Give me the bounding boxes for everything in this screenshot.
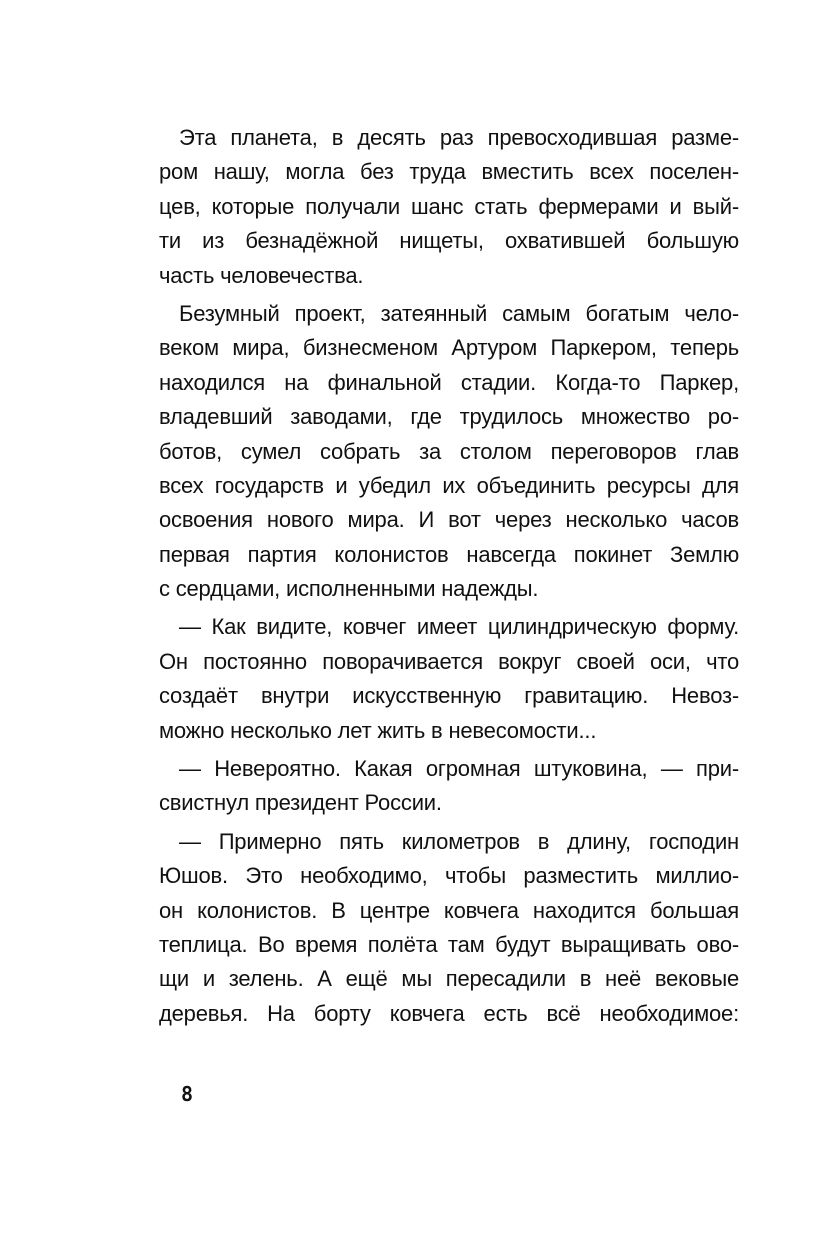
text-line: щи и зелень. А ещё мы пересадили в неё вековые: [159, 966, 739, 992]
text-line: — Невероятно. Какая огромная штуковина, — при-: [179, 756, 739, 782]
text-line: ром нашу, могла без труда вместить всех поселен-: [159, 159, 739, 185]
text-line: теплица. Во время полёта там будут выращивать ово-: [159, 931, 739, 957]
text-line: деревья. На борту ковчега есть всё необходимое:: [159, 1000, 739, 1026]
text-line: можно несколько лет жить в невесомости...: [159, 717, 597, 743]
paragraph-4: [159, 752, 739, 821]
text-line: Безумный проект, затеянный самым богатым чело-: [179, 300, 739, 326]
text-line: владевший заводами, где трудилось множество ро-: [159, 404, 739, 430]
text-line: Он постоянно поворачивается вокруг своей оси, что: [159, 648, 739, 674]
text-line: свистнул президент России.: [159, 790, 442, 816]
paragraph-2: [159, 297, 739, 607]
text-line: первая партия колонистов навсегда покинет Землю: [159, 541, 739, 567]
text-line: он колонистов. В центре ковчега находится большая: [159, 897, 739, 923]
body-text: [159, 121, 739, 1031]
paragraph-5: [159, 825, 739, 1031]
page-number: 8: [181, 1082, 194, 1106]
text-line: находился на финальной стадии. Когда-то Паркер,: [159, 369, 739, 395]
text-line: всех государств и убедил их объединить ресурсы для: [159, 472, 739, 498]
text-line: цев, которые получали шанс стать фермерами и вый-: [159, 193, 739, 219]
text-line: Юшов. Это необходимо, чтобы разместить миллио-: [159, 863, 739, 889]
text-line: ботов, сумел собрать за столом переговоров глав: [159, 438, 739, 464]
text-line: веком мира, бизнесменом Артуром Паркером, теперь: [159, 335, 739, 361]
text-line: создаёт внутри искусственную гравитацию. Невоз-: [159, 683, 739, 709]
text-line: ти из безнадёжной нищеты, охватившей большую: [159, 228, 739, 254]
text-line: Эта планета, в десять раз превосходившая разме-: [179, 125, 739, 150]
text-line: — Примерно пять километров в длину, господин: [179, 828, 739, 854]
text-line: часть человечества.: [159, 262, 364, 288]
paragraph-3: [159, 610, 739, 748]
text-line: с сердцами, исполненными надежды.: [159, 576, 539, 602]
paragraph-1: [159, 121, 739, 293]
text-line: освоения нового мира. И вот через несколько часов: [159, 507, 739, 533]
text-line: — Как видите, ковчег имеет цилиндрическую форму.: [179, 614, 739, 640]
